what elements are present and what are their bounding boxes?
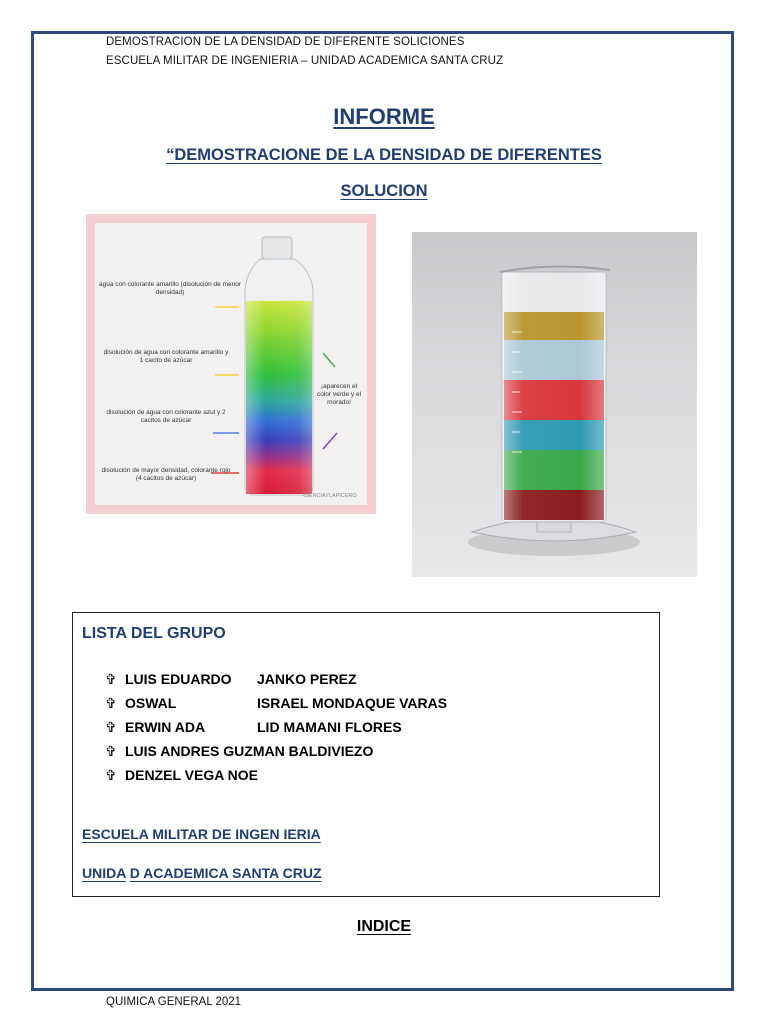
member-row xyxy=(105,767,258,784)
document-subtitle-line-1: “DEMOSTRACIONE DE LA DENSIDAD DE DIFERENTES xyxy=(166,146,602,164)
cross-icon: ✞ xyxy=(105,695,117,711)
member-row xyxy=(105,695,447,712)
cross-icon: ✞ xyxy=(105,671,117,687)
label-green-purple: ¡aparecen el color verde y el morado! xyxy=(316,383,362,407)
member-first: LUIS ANDRES GUZMAN BALDIVIEZO xyxy=(125,743,374,759)
cylinder-density-photo xyxy=(412,232,697,577)
label-yellow-water: agua con colorante amarillo (disolución de menor densidad) xyxy=(99,281,241,297)
label-yellow-sugar: disolución de agua con colorante amarillo y 1 cacito de azúcar xyxy=(103,349,229,365)
member-row xyxy=(105,671,357,688)
member-rest: ISRAEL MONDAQUE VARAS xyxy=(257,695,448,711)
member-rest: LID MAMANI FLORES xyxy=(257,719,402,735)
header-line-2: ESCUELA MILITAR DE INGENIERIA – UNIDAD ACADEMICA SANTA CRUZ xyxy=(106,55,504,67)
member-first: LUIS EDUARDO xyxy=(125,671,232,687)
school-name: ESCUELA MILITAR DE INGEN IERIA xyxy=(82,826,321,842)
watermark: CIENCIAYLAPICERO xyxy=(303,493,357,499)
member-first: DENZEL VEGA NOE xyxy=(125,767,259,783)
label-red-dense: disolución de mayor densidad, colorante rojo (4 cacitos de azúcar) xyxy=(101,467,231,483)
member-first: ERWIN ADA xyxy=(125,719,206,735)
member-row xyxy=(105,719,402,736)
cylinder-illustration xyxy=(412,232,697,577)
group-list-box xyxy=(72,612,660,897)
unit-name xyxy=(82,865,322,881)
bottle-density-photo xyxy=(86,214,376,514)
group-list-title: LISTA DEL GRUPO xyxy=(82,625,226,642)
cross-icon: ✞ xyxy=(105,743,117,759)
document-title: INFORME xyxy=(333,104,435,129)
document-subtitle-line-2: SOLUCION xyxy=(340,182,428,200)
cross-icon: ✞ xyxy=(105,719,117,735)
cross-icon: ✞ xyxy=(105,767,117,783)
member-rest: JANKO PEREZ xyxy=(257,671,357,687)
member-row xyxy=(105,743,373,760)
index-title: INDICE xyxy=(356,918,412,935)
unit-name-part-1: UNIDA xyxy=(82,865,126,881)
member-first: OSWAL xyxy=(125,695,177,711)
label-blue-sugar: disolución de agua con colorante azul y 2 cacitos de azúcar xyxy=(106,409,226,425)
header-line-1: DEMOSTRACION DE LA DENSIDAD DE DIFERENTE SOLICIONES xyxy=(106,36,465,48)
page-footer: QUIMICA GENERAL 2021 xyxy=(106,996,242,1008)
unit-name-part-2: D ACADEMICA SANTA CRUZ xyxy=(129,865,322,881)
